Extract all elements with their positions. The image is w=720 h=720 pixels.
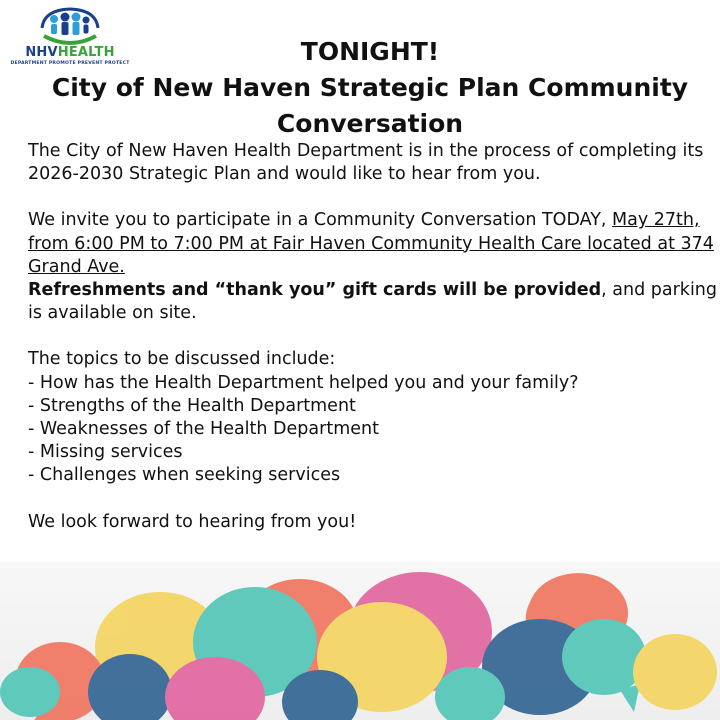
speech-bubbles-icon <box>0 562 720 720</box>
headline-title-line1: City of New Haven Strategic Plan Community <box>51 73 689 102</box>
topic-item: - How has the Health Department helped you and your family? <box>28 372 579 393</box>
refreshments-paragraph <box>28 279 718 325</box>
topics-intro: The topics to be discussed include: <box>28 349 336 370</box>
headline <box>0 34 720 142</box>
topic-item: - Missing services <box>28 442 183 463</box>
flyer-body <box>28 140 718 534</box>
event-details: May 27th, from 6:00 PM to 7:00 PM at Fair Haven Community Health Care located at 374 Grand Ave. <box>28 210 714 277</box>
headline-title-line2: Conversation <box>276 109 464 138</box>
spacer <box>28 488 718 511</box>
headline-tonight: TONIGHT! <box>300 37 440 66</box>
topic-item: - Strengths of the Health Department <box>28 395 356 416</box>
logo-nhv: NHV <box>25 45 58 60</box>
topic-item: - Challenges when seeking services <box>28 465 341 486</box>
speech-bubbles-illustration <box>0 562 720 720</box>
closing-line: We look forward to hearing from you! <box>28 511 357 532</box>
intro-paragraph: The City of New Haven Health Department is in the process of completing its 2026-2030 Strategic Plan and would like to hear from you. <box>28 141 704 185</box>
topic-item: - Weaknesses of the Health Department <box>28 419 379 440</box>
spacer <box>28 325 718 348</box>
refreshments-bold: Refreshments and “thank you” gift cards will be provided <box>28 280 602 301</box>
invite-prefix: We invite you to participate in a Community Conversation TODAY, <box>28 210 613 231</box>
spacer <box>28 186 718 209</box>
invite-paragraph <box>28 209 718 279</box>
logo-tagline: DEPARTMENT PROMOTE PREVENT PROTECT <box>10 61 130 66</box>
refreshments-rest: , and parking is available on site. <box>28 280 718 324</box>
logo-health: HEALTH <box>57 45 115 60</box>
